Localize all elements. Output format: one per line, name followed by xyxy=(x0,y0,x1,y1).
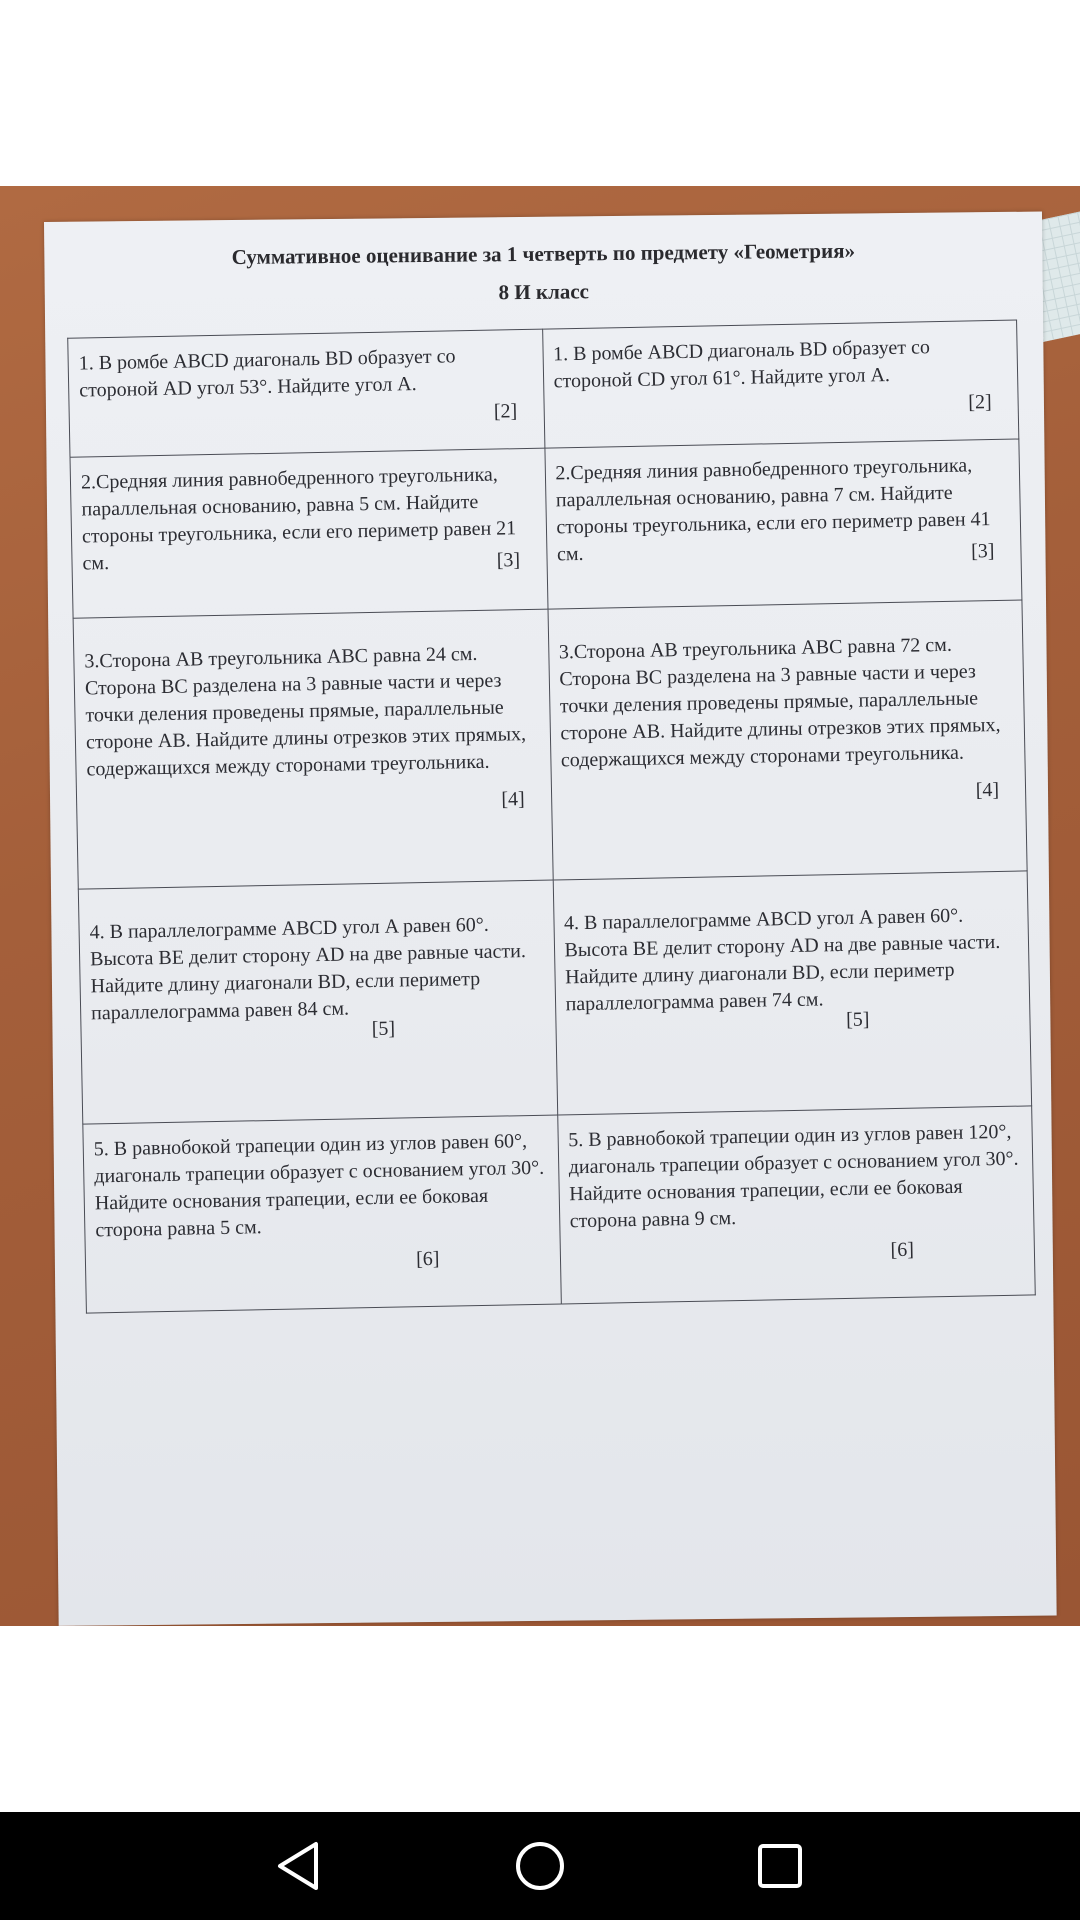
title-line-1: Суммативное оценивание за 1 четверть по предмету «Геометрия» xyxy=(231,238,856,270)
task-cell-variant-2 xyxy=(557,1106,1035,1304)
points-label: [3] xyxy=(970,540,995,563)
table-row xyxy=(68,320,1019,457)
points-label: [3] xyxy=(496,549,521,572)
home-button[interactable] xyxy=(510,1836,570,1896)
points-label: [5] xyxy=(371,1017,396,1041)
task-cell-variant-1 xyxy=(68,329,545,457)
task-cell-variant-1 xyxy=(83,1115,561,1313)
document-title xyxy=(44,230,1043,316)
task-text: 3.Сторона AB треугольника ABC равна 24 см. Сторона BC разделена на 3 равные части и через точки деления проведены прямые, параллельные стороне AB. Найдите длины отрезков этих прямых, содержащихся между сторонами треугольника. xyxy=(84,642,527,781)
table-row xyxy=(70,439,1022,618)
points-label: [5] xyxy=(845,1008,870,1031)
recents-button[interactable] xyxy=(750,1836,810,1896)
points-label: [4] xyxy=(975,778,1000,802)
home-circle-icon xyxy=(510,1836,570,1896)
task-text: 5. В равнобокой трапеции один из углов равен 60°, диагональ трапеции образует с основанием угол 30°. Найдите основания трапеции, если ее боковая сторона равна 5 см. xyxy=(93,1130,545,1242)
task-text: 1. В ромбе ABCD диагональ BD образует со стороной AD угол 53°. Найдите угол А. xyxy=(78,345,456,402)
tasks-table xyxy=(67,320,1036,1314)
points-label: [6] xyxy=(890,1238,915,1262)
table-row xyxy=(78,871,1031,1124)
title-line-2: 8 И класс xyxy=(498,279,590,305)
task-text: 1. В ромбе ABCD диагональ BD образует со стороной CD угол 61°. Найдите угол А. xyxy=(552,336,931,393)
points-label: [2] xyxy=(493,400,518,423)
task-text: 3.Сторона AB треугольника ABC равна 72 см. Сторона BC разделена на 3 равные части и через точки деления проведены прямые, параллельные стороне AB. Найдите длины отрезков этих прямых, содержащихся между сторонами треугольника. xyxy=(558,633,1001,772)
task-text: 4. В параллелограмме ABCD угол A равен 60°. Высота BE делит сторону AD на две равные части. Найдите длину диагонали BD, если периметр параллелограмма равен 74 см. xyxy=(563,904,1001,1016)
back-triangle-icon xyxy=(270,1836,330,1896)
task-text: 5. В равнобокой трапеции один из углов равен 120°, диагональ трапеции образует с основанием угол 30°. Найдите основания трапеции, если ее боковая сторона равна 9 см. xyxy=(568,1120,1019,1233)
task-cell-variant-1 xyxy=(73,609,553,889)
exam-sheet xyxy=(44,212,1057,1626)
photo-area xyxy=(0,186,1080,1626)
task-cell-variant-1 xyxy=(70,448,548,618)
task-cell-variant-2 xyxy=(542,320,1019,448)
task-text: 4. В параллелограмме ABCD угол A равен 60°. Высота BE делит сторону AD на две равные части. Найдите длину диагонали BD, если периметр параллелограмма равен 84 см. xyxy=(89,913,527,1025)
task-cell-variant-1 xyxy=(78,880,557,1124)
back-button[interactable] xyxy=(270,1836,330,1896)
task-cell-variant-2 xyxy=(544,439,1022,609)
table-row xyxy=(73,600,1027,889)
task-text: 2.Средняя линия равнобедренного треугольника, параллельная основанию, равна 7 см. Найдите стороны треугольника, если его периметр равен 41 см. xyxy=(555,454,991,566)
points-label: [4] xyxy=(501,788,525,811)
task-cell-variant-2 xyxy=(548,600,1028,880)
table-row xyxy=(83,1106,1035,1313)
system-navigation-bar xyxy=(0,1812,1080,1920)
task-text: 2.Средняя линия равнобедренного треугольника, параллельная основанию, равна 5 см. Найдите стороны треугольника, если его периметр равен 21 см. xyxy=(80,463,517,575)
task-cell-variant-2 xyxy=(553,871,1032,1115)
points-label: [6] xyxy=(415,1247,440,1271)
points-label: [2] xyxy=(968,391,992,414)
recents-square-icon xyxy=(750,1836,810,1896)
